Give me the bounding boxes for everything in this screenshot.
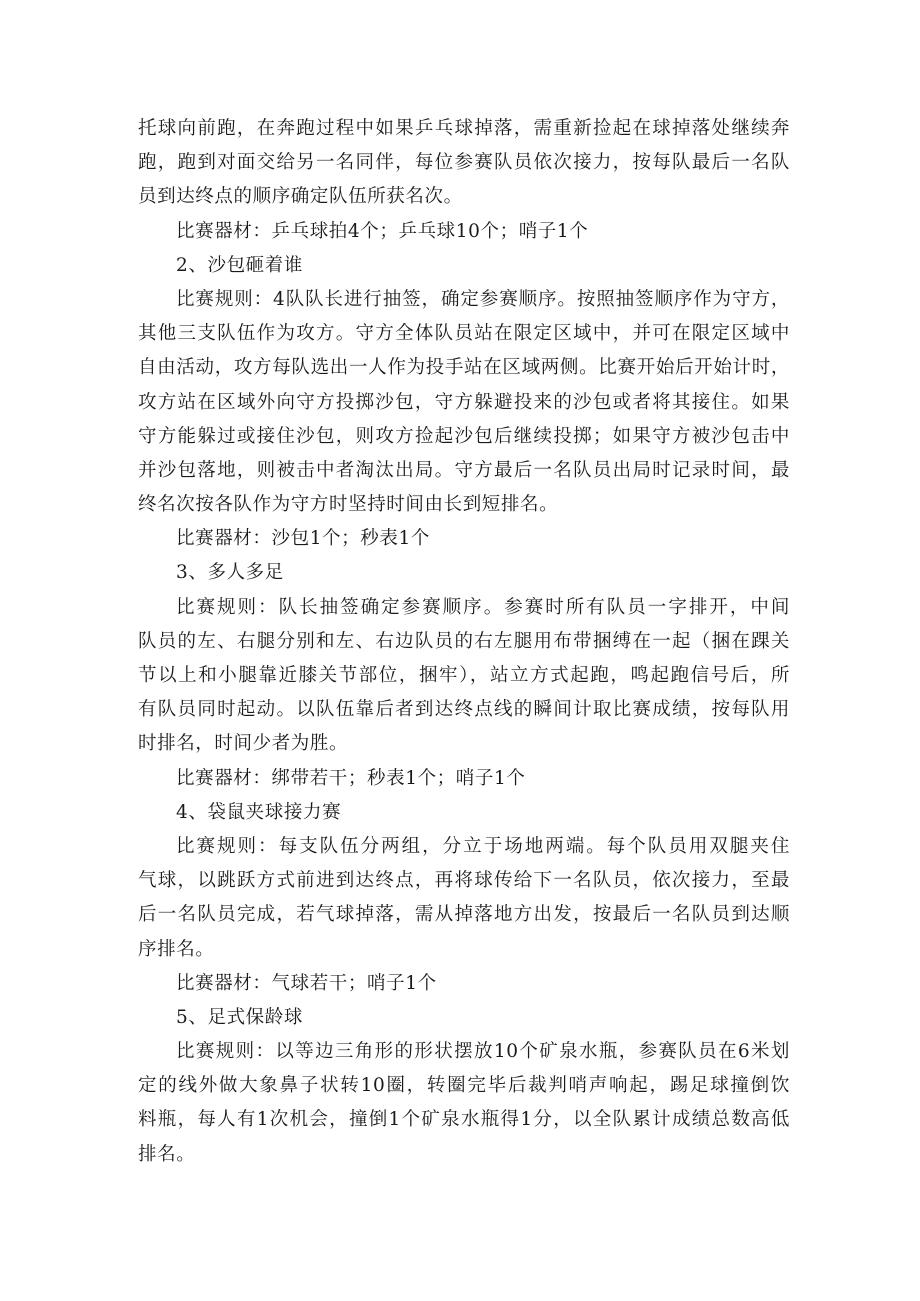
text-line: 有队员同时起动。以队伍靠后者到达终点线的瞬间计取比赛成绩，按每队用 bbox=[138, 699, 790, 721]
text-line: 其他三支队伍作为攻方。守方全体队员站在限定区域中，并可在限定区域中 bbox=[138, 323, 790, 345]
text-line: 比赛规则：每支队伍分两组，分立于场地两端。每个队员用双腿夹住 bbox=[176, 835, 790, 857]
text-line: 攻方站在区域外向守方投掷沙包，守方躲避投来的沙包或者将其接住。如果 bbox=[138, 391, 790, 413]
text-line: 时排名，时间少者为胜。 bbox=[138, 733, 349, 755]
text-line: 比赛器材：气球若干；哨子1个 bbox=[176, 972, 437, 994]
text-line: 比赛规则：4队队长进行抽签，确定参赛顺序。按照抽签顺序作为守方， bbox=[176, 288, 790, 310]
text-line: 终名次按各队作为守方时坚持时间由长到短排名。 bbox=[138, 494, 559, 516]
text-line: 后一名队员完成，若气球掉落，需从掉落地方出发，按最后一名队员到达顺 bbox=[138, 904, 790, 926]
text-line: 5、足式保龄球 bbox=[176, 1006, 303, 1028]
text-line: 比赛规则：队长抽签确定参赛顺序。参赛时所有队员一字排开，中间 bbox=[176, 596, 790, 618]
text-line: 4、袋鼠夹球接力赛 bbox=[176, 801, 342, 823]
text-line: 跑，跑到对面交给另一名同伴，每位参赛队员依次接力，按每队最后一名队 bbox=[138, 152, 790, 174]
text-line: 自由活动，攻方每队选出一人作为投手站在区域两侧。比赛开始后开始计时， bbox=[138, 357, 790, 379]
text-line: 队员的左、右腿分别和左、右边队员的右左腿用布带捆缚在一起（捆在踝关 bbox=[138, 630, 790, 652]
text-line: 节以上和小腿靠近膝关节部位，捆牢），站立方式起跑，鸣起跑信号后，所 bbox=[138, 665, 790, 686]
document-body bbox=[138, 112, 790, 1172]
text-line: 比赛器材：绑带若干；秒表1个；哨子1个 bbox=[176, 767, 526, 789]
text-line: 守方能躲过或接住沙包，则攻方捡起沙包后继续投掷；如果守方被沙包击中 bbox=[138, 425, 790, 447]
text-line: 料瓶，每人有1次机会，撞倒1个矿泉水瓶得1分，以全队累计成绩总数高低 bbox=[138, 1109, 790, 1131]
text-line: 比赛器材：乒乓球拍4个；乒乓球10个；哨子1个 bbox=[176, 220, 589, 242]
text-line: 气球，以跳跃方式前进到达终点，再将球传给下一名队员，依次接力，至最 bbox=[138, 870, 790, 892]
text-line: 托球向前跑，在奔跑过程中如果乒乓球掉落，需重新捡起在球掉落处继续奔 bbox=[138, 118, 790, 139]
text-line: 比赛规则：以等边三角形的形状摆放10个矿泉水瓶，参赛队员在6米划 bbox=[176, 1041, 790, 1063]
text-line: 3、多人多足 bbox=[176, 562, 284, 584]
text-line: 并沙包落地，则被击中者淘汰出局。守方最后一名队员出局时记录时间，最 bbox=[138, 459, 790, 481]
text-line: 比赛器材：沙包1个；秒表1个 bbox=[176, 528, 430, 550]
text-line: 员到达终点的顺序确定队伍所获名次。 bbox=[138, 186, 463, 208]
text-line: 排名。 bbox=[138, 1143, 196, 1165]
text-line: 2、沙包砸着谁 bbox=[176, 254, 303, 276]
text-line: 序排名。 bbox=[138, 938, 215, 960]
text-line: 定的线外做大象鼻子状转10圈，转圈完毕后裁判哨声响起，踢足球撞倒饮 bbox=[138, 1075, 790, 1097]
